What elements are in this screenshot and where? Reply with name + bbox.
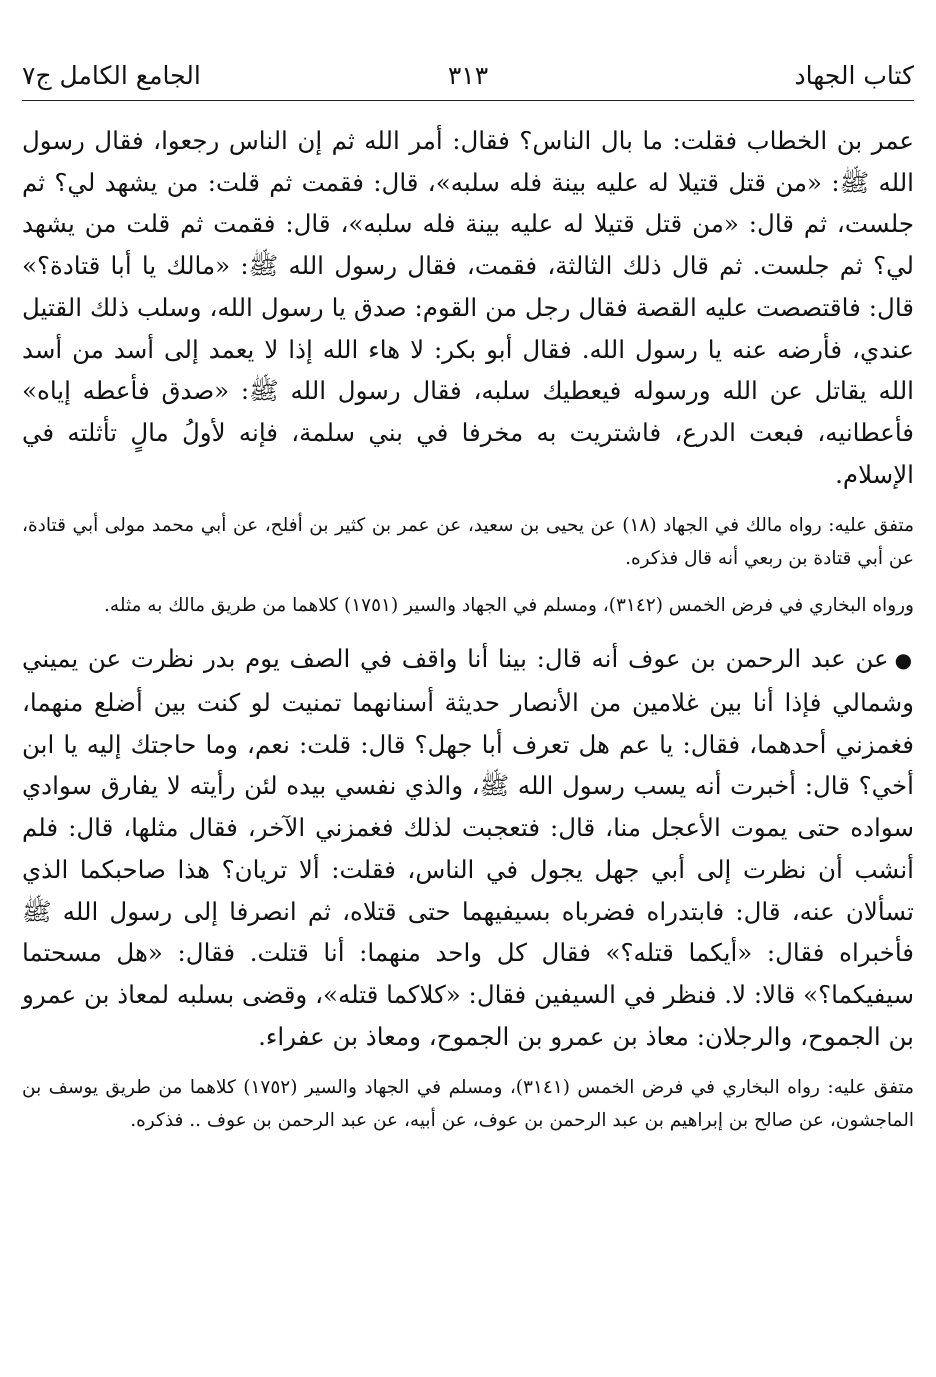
hadith-text: عن عبد الرحمن بن عوف أنه قال: بينا أنا واقف في الصف يوم بدر نظرت عن يميني وشمالي فإذا أنا بين غلامين من الأنصار حديثة أسنانهما تمنيت لو كنت بين أضلع منهما، فغمزني أحدهما، فقال: يا عم هل تعرف أبا جهل؟ قال: قلت: نعم، وما حاجتك إليه يا ابن أخي؟ قال: أخبرت أنه يسب رسول الله ﷺ، والذي نفسي بيده لئن رأيته لا يفارق سوادي سواده حتى يموت الأعجل منا، قال: فتعجبت لذلك فغمزني الآخر، فقال مثلها، قال: فلم أنشب أن نظرت إلى أبي جهل يجول في الناس، فقلت: ألا تريان؟ هذا صاحبكما الذي تسألان عنه، قال: فابتدراه فضرباه بسيفيهما حتى قتلاه، ثم انصرفا إلى رسول الله ﷺ فأخبراه فقال: «أيكما قتله؟» فقال كل واحد منهما: أنا قتلت. فقال: «هل مسحتما سيفيكما؟» قالا: لا. فنظر في السيفين فقال: «كلاكما قتله»، وقضى بسلبه لمعاذ بن عمرو بن الجموح، والرجلان: معاذ بن عمرو بن الجموح، ومعاذ بن عفراء. — [22, 644, 914, 1051]
takhrij-note: متفق عليه: رواه مالك في الجهاد (١٨) عن يحيى بن سعيد، عن عمر بن كثير بن أفلح، عن أبي محمد مولى أبي قتادة، عن أبي قتادة بن ربعي أنه قال فذكره. — [22, 515, 914, 570]
book-title: الجامع الكامل ج٧ — [22, 61, 201, 90]
page-body — [22, 120, 914, 1137]
takhrij-note: متفق عليه: رواه البخاري في فرض الخمس (٣١٤١)، ومسلم في الجهاد والسير (١٧٥٢) كلاهما من طريق يوسف بن الماجشون، عن صالح بن إبراهيم بن عبد الرحمن بن عوف، عن أبيه، عن عبد الرحمن بن عوف .. فذكره. — [22, 1077, 914, 1132]
header-divider — [22, 100, 914, 101]
takhrij-note: ورواه البخاري في فرض الخمس (٣١٤٢)، ومسلم في الجهاد والسير (١٧٥١) كلاهما من طريق مالك به مثله. — [104, 595, 914, 617]
running-header — [22, 56, 914, 96]
chapter-title: كتاب الجهاد — [794, 61, 914, 90]
book-page — [22, 0, 914, 1377]
bullet-icon: ● — [894, 648, 915, 673]
page-number: ٣١٣ — [447, 61, 489, 90]
hadith-paragraph — [22, 638, 914, 1057]
hadith-paragraph: عمر بن الخطاب فقلت: ما بال الناس؟ فقال: أمر الله ثم إن الناس رجعوا، فقال رسول الله ﷺ: «من قتل قتيلا له عليه بينة فله سلبه»، قال: فقمت ثم قلت: من يشهد لي؟ ثم جلست، ثم قال: «من قتل قتيلا له عليه بينة فله سلبه»، قال: فقمت ثم قلت من يشهد لي؟ ثم جلست. ثم قال ذلك الثالثة، فقمت، فقال رسول الله ﷺ: «مالك يا أبا قتادة؟» قال: فاقتصصت عليه القصة فقال رجل من القوم: صدق يا رسول الله، وسلب ذلك القتيل عندي، فأرضه عنه يا رسول الله. فقال أبو بكر: لا هاء الله إذا لا يعمد إلى أسد من أسد الله يقاتل عن الله ورسوله فيعطيك سلبه، فقال رسول الله ﷺ: «صدق فأعطه إياه» فأعطانيه، فبعت الدرع، فاشتريت به مخرفا في بني سلمة، فإنه لأولُ مالٍ تأثلته في الإسلام. — [22, 126, 914, 489]
